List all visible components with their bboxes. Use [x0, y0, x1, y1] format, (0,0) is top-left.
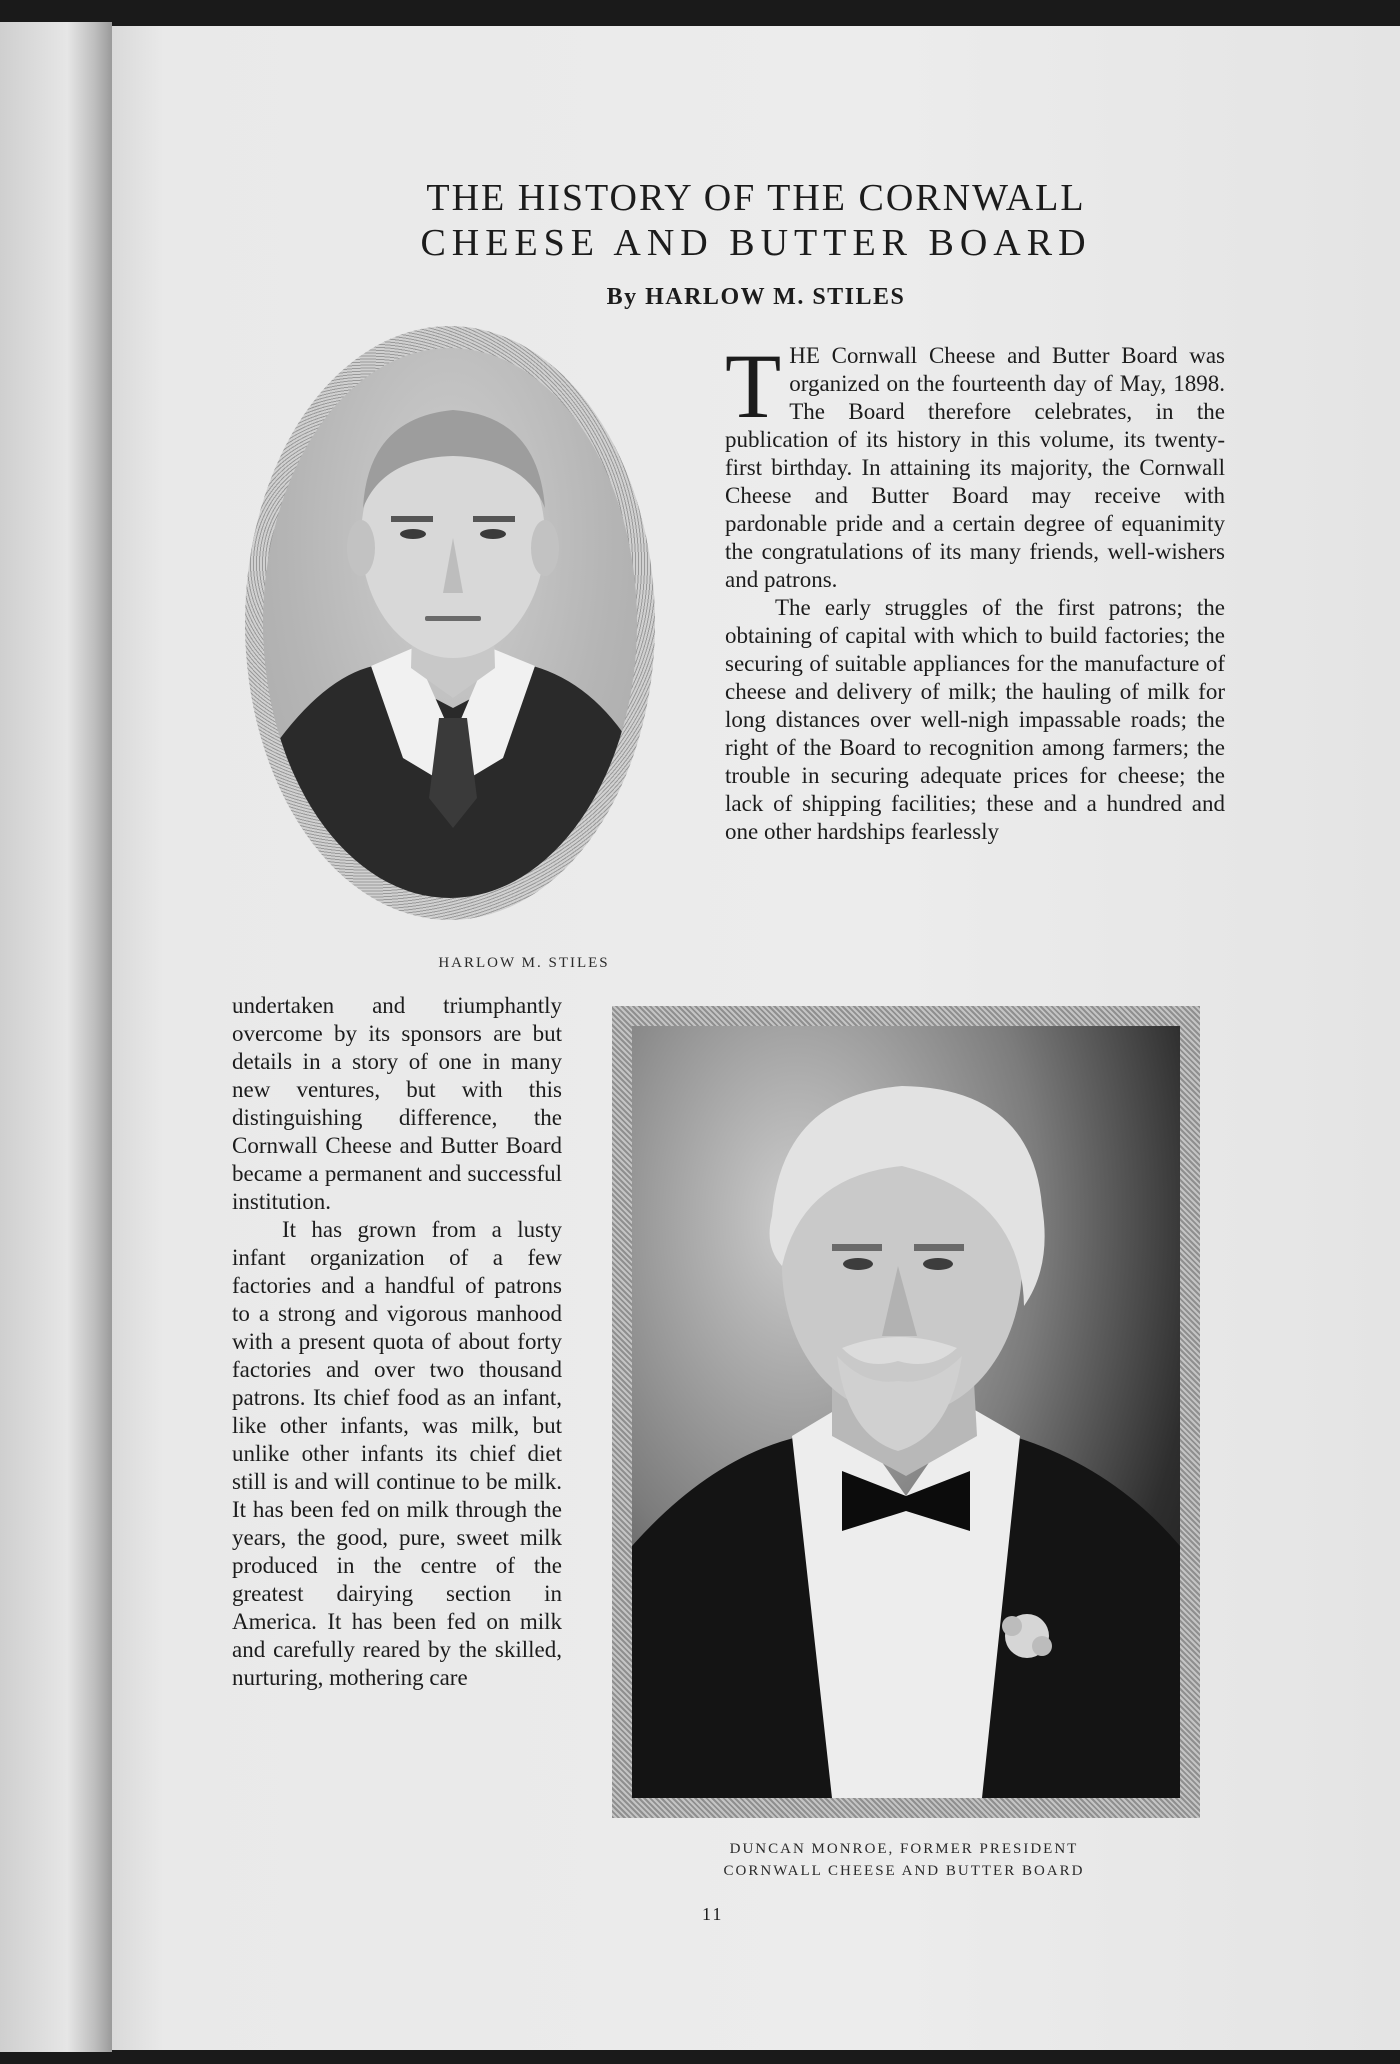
caption-stiles: HARLOW M. STILES — [438, 955, 610, 971]
drop-cap: T — [725, 335, 782, 437]
page-number: 11 — [702, 1904, 724, 1924]
page — [112, 26, 1400, 2050]
byline: By HARLOW M. STILES — [606, 284, 906, 310]
caption-monroe-line-1: DUNCAN MONROE, FORMER PRESIDENT — [729, 1841, 1079, 1857]
portrait-photo-monroe — [632, 1026, 1180, 1798]
title-line-1: THE HISTORY OF THE CORNWALL — [426, 177, 1086, 219]
caption-monroe-line-2: CORNWALL CHEESE AND BUTTER BOARD — [723, 1863, 1085, 1879]
paragraph-1-text: HE Cornwall Cheese and Butter Board was organized on the fourteenth day of May, 1898. The Board therefore celebrates, in the publication of its history in this volume, its twenty-first birthday. In attaining its majority, the Cornwall Cheese and Butter Board may receive with pardonable pride and a certain degree of equanimity the congratulations of its many friends, well-wishers and patrons. — [725, 343, 1225, 592]
paragraph-2-continued: undertaken and triumphantly overcome by its sponsors are but details in a story of one in many new ventures, but with this distinguishing difference, the Cornwall Cheese and Butter Board became a permanent and successful institution. — [232, 993, 562, 1214]
paragraph-2: The early struggles of the first patrons; the obtaining of capital with which to build factories; the securing of suitable appliances for the manufacture of cheese and delivery of milk; the hauling of milk for long distances over well-nigh impassable roads; the right of the Board to recognition among farmers; the trouble in securing adequate prices for cheese; the lack of shipping facilities; these and a hundred and one other hardships fearlessly — [725, 595, 1225, 844]
facing-page-edge — [0, 22, 112, 2052]
paragraph-3: It has grown from a lusty infant organization of a few factories and a handful of patrons to a strong and vigorous manhood with a present quota of about forty factories and over two thousand patrons. Its chief food as an infant, like other infants, was milk, but unlike other infants its chief diet still is and will continue to be milk. It has been fed on milk through the years, the good, pure, sweet milk produced in the centre of the greatest dairying section in America. It has been fed on milk and carefully reared by the skilled, nurturing, mothering care — [232, 1217, 562, 1690]
caption-monroe — [644, 1838, 1164, 1882]
portrait-photo-stiles — [263, 348, 637, 898]
article-column-left — [232, 992, 562, 1692]
title-line-2: CHEESE AND BUTTER BOARD — [420, 222, 1092, 264]
paragraph-1 — [725, 335, 1225, 594]
article-column-right — [725, 335, 1225, 846]
